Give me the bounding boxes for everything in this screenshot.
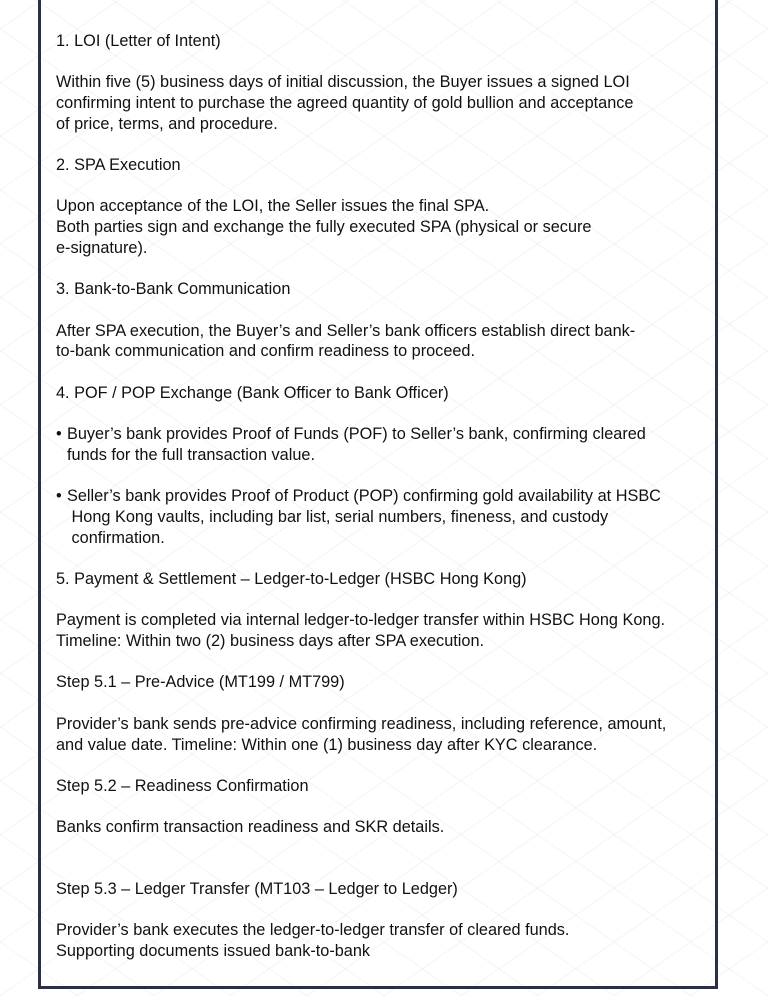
bullet-dot: • <box>56 425 62 444</box>
section-heading-loi: 1. LOI (Letter of Intent) <box>56 32 221 50</box>
section-heading-settlement: 5. Payment & Settlement – Ledger-to-Ledger (HSBC Hong Kong) <box>56 570 527 589</box>
step-body-5-1: Provider’s bank sends pre-advice confirming readiness, including reference, amount, and value date. Timeline: Within one (1) business day after KYC clearance. <box>56 714 667 754</box>
section-body-bank-communication: After SPA execution, the Buyer’s and Seller’s bank officers establish direct bank- to-bank communication and confirm readiness to proceed. <box>56 321 636 361</box>
bullet-text-pop: Seller’s bank provides Proof of Product (POP) confirming gold availability at HSBC Hong Kong vaults, including bar list, serial numbers, fineness, and custody confirmation. <box>67 487 661 547</box>
step-heading-5-2: Step 5.2 – Readiness Confirmation <box>56 776 309 795</box>
bullet-item-pop <box>56 486 728 548</box>
section-body-settlement: Payment is completed via internal ledger-to-ledger transfer within HSBC Hong Kong. Timeline: Within two (2) business days after SPA execution. <box>56 611 666 651</box>
section-heading-spa: 2. SPA Execution <box>56 156 181 175</box>
section-heading-pof-pop: 4. POF / POP Exchange (Bank Officer to Bank Officer) <box>56 383 449 402</box>
section-heading-bank-communication: 3. Bank-to-Bank Communication <box>56 280 291 299</box>
bullet-text-pof: Buyer’s bank provides Proof of Funds (POF) to Seller’s bank, confirming cleared funds for the full transaction value. <box>67 425 646 464</box>
document-body <box>56 31 728 982</box>
step-body-5-2: Banks confirm transaction readiness and SKR details. <box>56 818 445 837</box>
section-body-loi: Within five (5) business days of initial discussion, the Buyer issues a signed LOI confirming intent to purchase the agreed quantity of gold bullion and acceptance of price, terms, and procedure. <box>56 73 634 133</box>
bullet-item-pof <box>56 424 728 466</box>
step-heading-5-1: Step 5.1 – Pre-Advice (MT199 / MT799) <box>56 673 345 692</box>
section-body-spa: Upon acceptance of the LOI, the Seller issues the final SPA. Both parties sign and exchange the fully executed SPA (physical or secure e-signature). <box>56 197 592 258</box>
bullet-dot: • <box>56 487 62 506</box>
step-heading-5-3: Step 5.3 – Ledger Transfer (MT103 – Ledger to Ledger) <box>56 879 458 898</box>
step-body-5-3: Provider’s bank executes the ledger-to-ledger transfer of cleared funds. Supporting documents issued bank-to-bank <box>56 921 570 961</box>
